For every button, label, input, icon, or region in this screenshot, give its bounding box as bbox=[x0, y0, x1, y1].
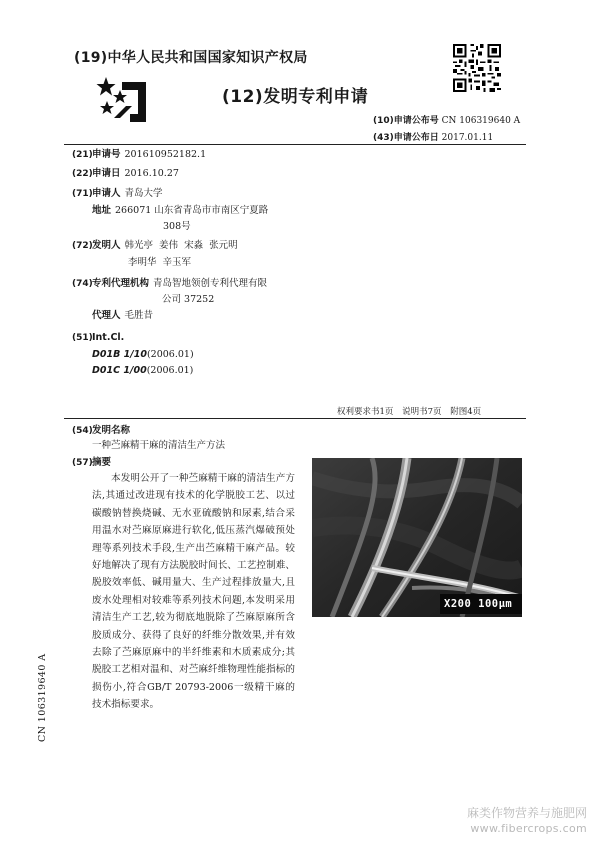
invention-title-heading bbox=[72, 424, 134, 438]
document-kind: (12)发明专利申请 bbox=[222, 87, 369, 107]
invention-title: 一种苎麻精干麻的清洁生产方法 bbox=[92, 440, 226, 451]
pub-date-label: (43)申请公布日 bbox=[373, 133, 439, 143]
watermark-site-name: 麻类作物营养与施肥网 bbox=[466, 806, 587, 820]
pub-date-value: 2017.01.11 bbox=[441, 133, 494, 143]
field-label: 发明人 bbox=[92, 240, 121, 251]
field-label: Int.Cl. bbox=[92, 332, 125, 343]
field-value: 青岛大学 bbox=[124, 188, 163, 199]
field-value: 毛胜昔 bbox=[124, 310, 154, 321]
field-label: 代理人 bbox=[92, 310, 121, 321]
patent-agent bbox=[92, 309, 153, 322]
field-code: (72) bbox=[72, 241, 93, 251]
abstract-text: 本发明公开了一种苎麻精干麻的清洁生产方法,其通过改进现有技术的化学脱胶工艺、以过碳酸钠替换烧碱、无水亚硫酸钠和尿素,结合采用温水对苎麻原麻进行软化,低压蒸汽爆破预处理等系列技术手段,生产出苎麻精干麻产品。较好地解决了现有方法脱胶时间长、工艺控制难、脱胶效率低、碱用量大、生产过程排放量大,且废水处理相对较难等系列技术问题,本发明采用清洁生产工艺,较为彻底地脱除了苎麻原麻所含胶质成分、获得了良好的纤维分散效果,并有效去除了苎麻原麻中的半纤维素和木质素成分;其脱胶工艺相对温和、对苎麻纤维物理性能指标的损伤小,符合GB/T 20793-2006一级精干麻的技术指标要求。 bbox=[92, 473, 295, 711]
publication-number bbox=[373, 113, 520, 126]
page-count-info: 权利要求书1页 说明书7页 附图4页 bbox=[337, 407, 482, 417]
section-divider bbox=[64, 418, 526, 419]
magnification: X200 bbox=[444, 598, 472, 610]
ipc-version: (2006.01) bbox=[146, 349, 194, 360]
field-label: 专利代理机构 bbox=[92, 278, 150, 289]
application-date bbox=[72, 167, 179, 181]
field-value: 266071 山东省青岛市市南区宁夏路 bbox=[115, 205, 269, 216]
office-name: (19)中华人民共和国国家知识产权局 bbox=[74, 50, 308, 66]
ipc-code-row bbox=[92, 364, 193, 377]
pub-number-label: (10)申请公布号 bbox=[373, 116, 439, 126]
field-code: (51) bbox=[72, 333, 93, 343]
site-watermark bbox=[467, 806, 587, 836]
field-value: 青岛智地领创专利代理有限 bbox=[153, 278, 268, 289]
pub-number-value: CN 106319640 A bbox=[441, 116, 521, 126]
field-code: (22) bbox=[72, 169, 93, 179]
patent-agency-line2: 公司 37252 bbox=[162, 294, 215, 305]
field-value: 201610952182.1 bbox=[124, 149, 207, 160]
field-code: (54) bbox=[72, 426, 93, 436]
field-value: 2016.10.27 bbox=[124, 168, 179, 179]
ipc-code: D01C 1/00 bbox=[92, 365, 147, 376]
field-code: (71) bbox=[72, 189, 93, 199]
ipc-code-row bbox=[92, 348, 194, 361]
address bbox=[92, 204, 268, 217]
qr-code bbox=[453, 44, 501, 92]
publication-date bbox=[373, 130, 493, 143]
abstract-heading bbox=[72, 456, 115, 470]
scale-label: 100μm bbox=[478, 598, 513, 610]
figure-scale-bar bbox=[440, 594, 522, 614]
ipc-code: D01B 1/10 bbox=[92, 349, 147, 360]
field-code: (57) bbox=[72, 458, 93, 468]
inventors bbox=[72, 239, 238, 253]
applicant bbox=[72, 187, 163, 201]
header-divider bbox=[64, 144, 526, 145]
field-label: 申请人 bbox=[92, 188, 121, 199]
cnipa-logo bbox=[96, 74, 152, 126]
field-code: (21) bbox=[72, 150, 93, 160]
inventors-line2: 李明华 辛玉军 bbox=[128, 257, 192, 268]
address-line2: 308号 bbox=[163, 221, 191, 232]
field-code: (74) bbox=[72, 279, 93, 289]
field-label: 摘要 bbox=[92, 457, 112, 468]
field-label: 申请号 bbox=[92, 149, 121, 160]
patent-agency bbox=[72, 277, 267, 291]
field-label: 发明名称 bbox=[92, 425, 131, 436]
watermark-url: www.fibercrops.com bbox=[470, 822, 587, 835]
side-publication-id: CN 106319640 A bbox=[37, 653, 48, 742]
field-value: 韩光亭 姜伟 宋淼 张元明 bbox=[124, 240, 238, 251]
field-label: 地址 bbox=[92, 205, 112, 216]
ipc-version: (2006.01) bbox=[146, 365, 194, 376]
application-number bbox=[72, 148, 206, 162]
field-label: 申请日 bbox=[92, 168, 121, 179]
ipc-classification bbox=[72, 331, 128, 345]
